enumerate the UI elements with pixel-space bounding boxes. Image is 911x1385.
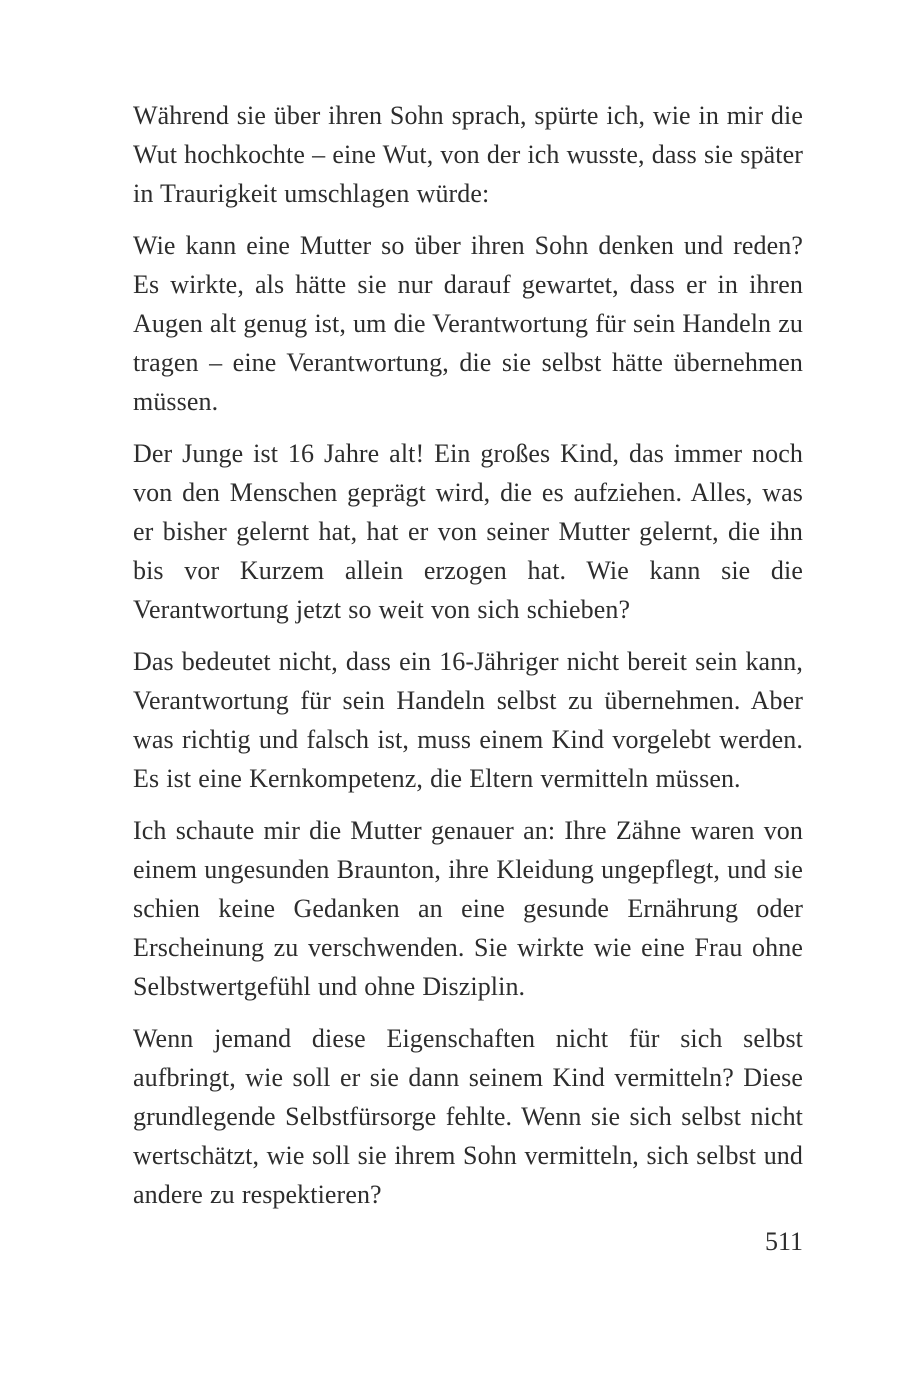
body-text — [133, 96, 803, 1214]
paragraph: Wie kann eine Mutter so über ihren Sohn denken und reden? Es wirkte, als hätte sie nur darauf gewartet, dass er in ihren Augen alt genug ist, um die Verantwortung für sein Handeln zu tragen – eine Verantwortung, die sie selbst hätte übernehmen müssen. — [133, 231, 803, 416]
paragraph: Das bedeutet nicht, dass ein 16-Jähriger nicht bereit sein kann, Verantwortung für sein Handeln selbst zu übernehmen. Aber was richtig und falsch ist, muss einem Kind vorgelebt werden. Es ist eine Kernkompetenz, die Eltern vermitteln müssen. — [133, 647, 803, 793]
paragraph: Ich schaute mir die Mutter genauer an: Ihre Zähne waren von einem ungesunden Braunton, ihre Kleidung ungepflegt, und sie schien keine Gedanken an eine gesunde Ernährung oder Erscheinung zu verschwenden. Sie wirkte wie eine Frau ohne Selbstwertgefühl und ohne Disziplin. — [133, 816, 803, 1001]
page-number: 511 — [764, 1227, 803, 1256]
paragraph: Der Junge ist 16 Jahre alt! Ein großes Kind, das immer noch von den Menschen geprägt wird, die es aufziehen. Alles, was er bisher gelernt hat, hat er von seiner Mutter gelernt, die ihn bis vor Kurzem allein erzogen hat. Wie kann sie die Verantwortung jetzt so weit von sich schieben? — [133, 439, 803, 624]
paragraph: Während sie über ihren Sohn sprach, spürte ich, wie in mir die Wut hochkochte – eine Wut, von der ich wusste, dass sie später in Traurigkeit umschlagen würde: — [133, 101, 803, 208]
paragraph: Wenn jemand diese Eigenschaften nicht für sich selbst aufbringt, wie soll er sie dann seinem Kind vermitteln? Diese grundlegende Selbstfürsorge fehlte. Wenn sie sich selbst nicht wertschätzt, wie soll sie ihrem Sohn vermitteln, sich selbst und andere zu respektieren? — [133, 1024, 803, 1209]
